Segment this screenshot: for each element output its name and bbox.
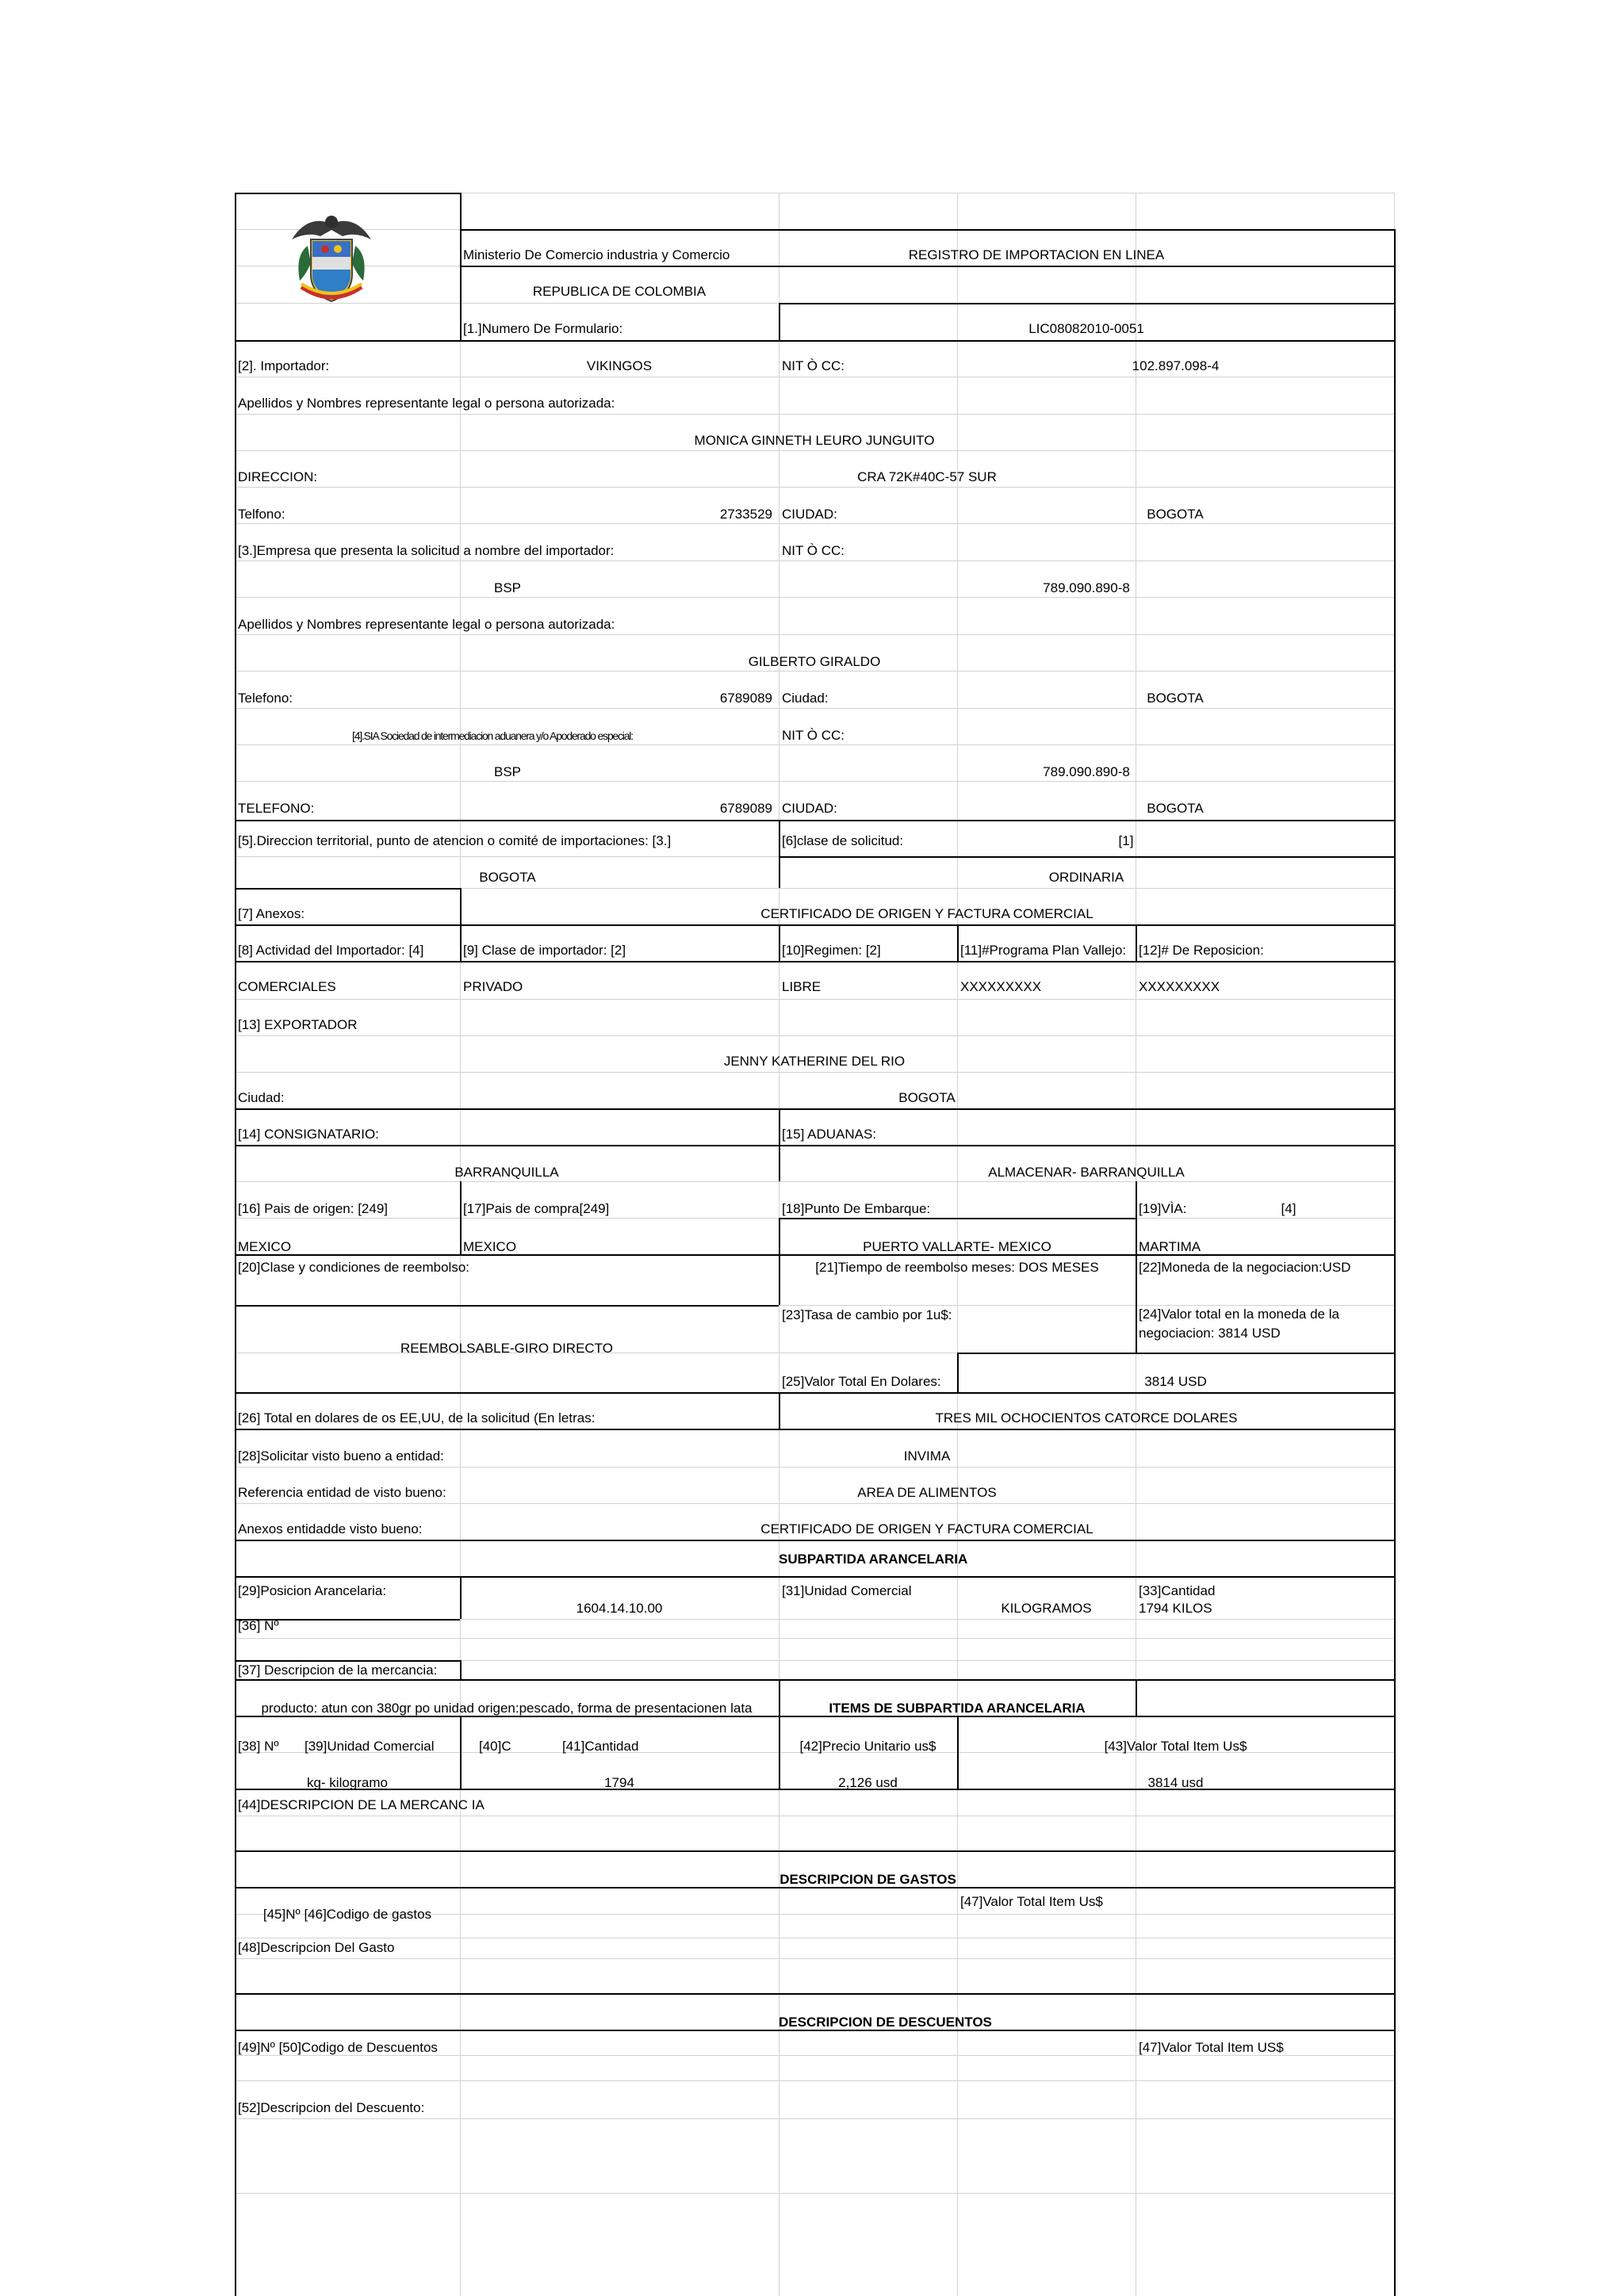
approval-annexes-value: CERTIFICADO DE ORIGEN Y FACTURA COMERCIAL <box>760 1521 1094 1536</box>
tariff-position-value: 1604.14.10.00 <box>576 1601 663 1616</box>
coat-of-arms-icon <box>284 208 379 309</box>
company-label: [3.]Empresa que presenta la solicitud a nombre del importador: <box>238 543 615 558</box>
total-letters-label: [26] Total en dolares de os EE,UU, de la solicitud (En letras: <box>238 1410 596 1425</box>
importer-name: VIKINGOS <box>586 358 653 373</box>
request-class-code: [1] <box>1118 833 1134 848</box>
via-code: [4] <box>1281 1201 1297 1216</box>
importer-address: CRA 72K#40C-57 SUR <box>857 469 997 484</box>
border <box>460 229 1394 231</box>
company-rep-name: GILBERTO GIRALDO <box>748 654 881 669</box>
vallejo-value: XXXXXXXXX <box>960 979 1042 994</box>
exchange-rate-label: [23]Tasa de cambio por 1u$: <box>782 1307 952 1322</box>
via-label: [19]VÌA: <box>1139 1201 1187 1216</box>
importer-nit-label: NIT Ò CC: <box>782 358 845 373</box>
border <box>779 303 1394 304</box>
approval-entity-value: INVIMA <box>903 1448 951 1464</box>
vallejo-label: [11]#Programa Plan Vallejo: <box>960 943 1127 958</box>
importer-phone: 2733529 <box>719 507 772 522</box>
items-qty-label: [41]Cantidad <box>562 1739 639 1754</box>
shipment-point-value: PUERTO VALLARTE- MEXICO <box>863 1239 1051 1254</box>
items-header: ITEMS DE SUBPARTIDA ARANCELARIA <box>829 1701 1086 1716</box>
importer-city: BOGOTA <box>1147 507 1204 522</box>
customs-value: ALMACENAR- BARRANQUILLA <box>988 1165 1185 1180</box>
sia-city-label: CIUDAD: <box>782 801 837 816</box>
sia-phone-label: TELEFONO: <box>238 801 315 816</box>
reimbursement-class-value: REEMBOLSABLE-GIRO DIRECTO <box>400 1341 613 1356</box>
origin-country-label: [16] Pais de origen: [249] <box>238 1201 389 1216</box>
form-title: REGISTRO DE IMPORTACION EN LINEA <box>908 247 1165 262</box>
items-qty-value: 1794 <box>604 1775 634 1790</box>
items-price-label: [42]Precio Unitario us$ <box>799 1739 936 1754</box>
discounts-code-label: [49]Nº [50]Codigo de Descuentos <box>238 2040 438 2055</box>
expenses-total-label: [47]Valor Total Item Us$ <box>960 1894 1103 1909</box>
importer-rep-name: MONICA GINNETH LEURO JUNGUITO <box>694 433 935 448</box>
company-nit-label: NIT Ò CC: <box>782 543 845 558</box>
company-phone-label: Telefono: <box>238 691 293 706</box>
items-unit-label: [39]Unidad Comercial <box>304 1739 435 1754</box>
approval-reference-value: AREA DE ALIMENTOS <box>857 1485 997 1500</box>
total-letters-value: TRES MIL OCHOCIENTOS CATORCE DOLARES <box>935 1410 1238 1425</box>
company-name: BSP <box>493 580 522 595</box>
items-total-value: 3814 usd <box>1147 1775 1204 1790</box>
expenses-code-label: [45]Nº [46]Codigo de gastos <box>262 1907 432 1922</box>
activity-label: [8] Actividad del Importador: [4] <box>238 943 424 958</box>
tariff-position-label: [29]Posicion Arancelaria: <box>238 1583 387 1598</box>
form-number-value: LIC08082010-0051 <box>1028 321 1144 336</box>
customs-label: [15] ADUANAS: <box>782 1127 877 1142</box>
company-rep-label: Apellidos y Nombres representante legal o persona autorizada: <box>238 617 615 632</box>
border <box>235 1993 1394 1995</box>
merchandise-desc-label: [37] Descripcion de la mercancia: <box>238 1663 438 1678</box>
approval-reference-label: Referencia entidad de visto bueno: <box>238 1485 446 1500</box>
item-number-label: [36] Nº <box>238 1618 279 1633</box>
merchandise-desc-value: producto: atun con 380gr po unidad origen:pescado, forma de presentacionen lata <box>261 1701 753 1716</box>
total-usd-value: 3814 USD <box>1144 1374 1207 1389</box>
quantity-value: 1794 KILOS <box>1139 1601 1212 1616</box>
importer-city-label: CIUDAD: <box>782 507 837 522</box>
annexes-label: [7] Anexos: <box>238 906 305 921</box>
discounts-total-label: [47]Valor Total Item US$ <box>1139 2040 1284 2055</box>
request-class-value: ORDINARIA <box>1048 870 1124 885</box>
territorial-label: [5].Direccion territorial, punto de atencion o comité de importaciones: [3.] <box>238 833 672 848</box>
negotiation-currency-label: [22]Moneda de la negociacion:USD <box>1139 1260 1351 1275</box>
importer-class-label: [9] Clase de importador: [2] <box>463 943 626 958</box>
exporter-label: [13] EXPORTADOR <box>238 1017 358 1032</box>
sia-nit: 789.090.890-8 <box>1043 764 1130 779</box>
items-unit-value: kg- kilogramo <box>306 1775 389 1790</box>
approval-annexes-label: Anexos entidadde visto bueno: <box>238 1521 423 1536</box>
importer-phone-label: Telfono: <box>238 507 285 522</box>
regime-label: [10]Regimen: [2] <box>782 943 881 958</box>
request-class-label: [6]clase de solicitud: <box>782 833 904 848</box>
grid-row-line <box>235 2193 1394 2194</box>
discounts-desc-label: [52]Descripcion del Descuento: <box>238 2100 425 2115</box>
exporter-city-label: Ciudad: <box>238 1090 285 1105</box>
importer-nit: 102.897.098-4 <box>1132 358 1220 373</box>
consignee-label: [14] CONSIGNATARIO: <box>238 1127 379 1142</box>
company-city: BOGOTA <box>1147 691 1204 706</box>
reimbursement-class-label: [20]Clase y condiciones de reembolso: <box>238 1260 469 1275</box>
ministry-name: Ministerio De Comercio industria y Comercio <box>463 247 730 262</box>
border <box>235 1305 779 1307</box>
sia-label: [4].SIA Sociedad de intermediacion aduanera y/o Apoderado especial: <box>352 729 633 742</box>
items-total-label: [43]Valor Total Item Us$ <box>1104 1739 1247 1754</box>
commercial-unit-label: [31]Unidad Comercial <box>782 1583 912 1598</box>
regime-value: LIBRE <box>782 979 822 994</box>
discounts-header: DESCRIPCION DE DESCUENTOS <box>779 2015 992 2030</box>
quantity-label: [33]Cantidad <box>1139 1583 1216 1598</box>
expenses-header: DESCRIPCION DE GASTOS <box>779 1872 956 1887</box>
border <box>957 1353 1394 1354</box>
border <box>1394 340 1396 2296</box>
territorial-value: BOGOTA <box>479 870 536 885</box>
expenses-desc-label: [48]Descripcion Del Gasto <box>238 1940 395 1955</box>
border <box>1394 229 1396 340</box>
sia-nit-label: NIT Ò CC: <box>782 728 845 743</box>
via-value: MARTIMA <box>1139 1239 1201 1254</box>
shipment-point-label: [18]Punto De Embarque: <box>782 1201 931 1216</box>
items-desc-label: [44]DESCRIPCION DE LA MERCANC IA <box>238 1797 485 1812</box>
company-city-label: Ciudad: <box>782 691 829 706</box>
border <box>235 888 460 890</box>
items-price-value: 2,126 usd <box>838 1775 898 1790</box>
consignee-value: BARRANQUILLA <box>454 1165 559 1180</box>
exporter-city: BOGOTA <box>898 1090 956 1105</box>
importer-label: [2]. Importador: <box>238 358 330 373</box>
subpartida-header: SUBPARTIDA ARANCELARIA <box>779 1552 968 1567</box>
reposition-value: XXXXXXXXX <box>1139 979 1220 994</box>
country-name: REPUBLICA DE COLOMBIA <box>532 284 707 299</box>
sia-city: BOGOTA <box>1147 801 1204 816</box>
company-phone: 6789089 <box>719 691 772 706</box>
border <box>235 193 236 340</box>
total-usd-label: [25]Valor Total En Dolares: <box>782 1374 941 1389</box>
annexes-value: CERTIFICADO DE ORIGEN Y FACTURA COMERCIAL <box>760 906 1094 921</box>
approval-entity-label: [28]Solicitar visto bueno a entidad: <box>238 1448 444 1464</box>
grid-row-line <box>235 2080 1394 2081</box>
importer-rep-label: Apellidos y Nombres representante legal o persona autorizada: <box>238 396 615 411</box>
items-c-label: [40]C <box>479 1739 511 1754</box>
activity-value: COMERCIALES <box>238 979 336 994</box>
exporter-name: JENNY KATHERINE DEL RIO <box>723 1054 906 1069</box>
form-number-label: [1.]Numero De Formulario: <box>463 321 623 336</box>
border <box>1136 1679 1137 1716</box>
purchase-country-value: MEXICO <box>463 1239 517 1254</box>
company-nit: 789.090.890-8 <box>1043 580 1130 595</box>
origin-country-value: MEXICO <box>238 1239 292 1254</box>
commercial-unit-value: KILOGRAMOS <box>1001 1601 1092 1616</box>
purchase-country-label: [17]Pais de compra[249] <box>463 1201 610 1216</box>
reposition-label: [12]# De Reposicion: <box>1139 943 1264 958</box>
items-num-label: [38] Nº <box>238 1739 279 1754</box>
importer-class-value: PRIVADO <box>463 979 523 994</box>
importer-address-label: DIRECCION: <box>238 469 318 484</box>
border <box>235 1850 1394 1852</box>
sia-phone: 6789089 <box>719 801 772 816</box>
sia-name: BSP <box>493 764 522 779</box>
reimbursement-time-label: [21]Tiempo de reembolso meses: DOS MESES <box>815 1260 1099 1275</box>
total-currency-label: [24]Valor total en la moneda de la negociacion: 3814 USD <box>1139 1307 1339 1341</box>
border <box>235 193 460 194</box>
